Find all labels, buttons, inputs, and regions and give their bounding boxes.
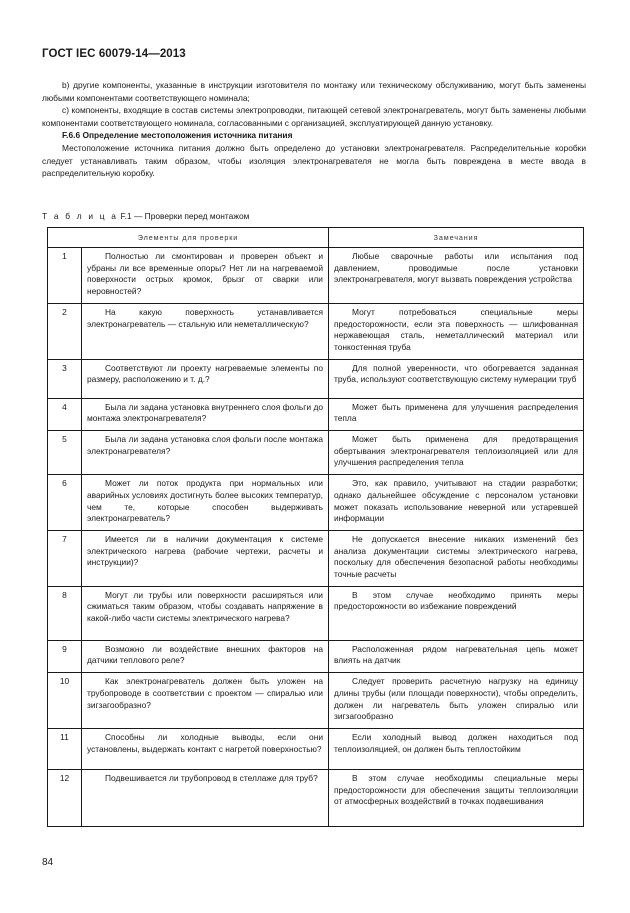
row-check: На какую поверхность устанавливается электронагреватель — стальную или неметаллическую? — [82, 303, 329, 359]
row-check: Соответствуют ли проекту нагреваемые элементы по размеру, расположению и т. д.? — [82, 359, 329, 398]
table-header-row — [48, 228, 584, 248]
row-number: 7 — [48, 530, 82, 586]
table-row — [48, 303, 584, 359]
table-row — [48, 673, 584, 729]
row-number: 12 — [48, 769, 82, 826]
row-number: 2 — [48, 303, 82, 359]
row-remark: Расположенная рядом нагревательная цепь может влиять на датчик — [329, 640, 584, 672]
row-number: 9 — [48, 640, 82, 672]
row-remark: Могут потребоваться специальные меры предосторожности, если эта поверхность — шлифованная нержавеющая сталь, неметаллический материал или тонкостенная труба — [329, 303, 584, 359]
row-remark: Для полной уверенности, что обогревается заданная труба, используют соответствующую систему нумерации труб — [329, 359, 584, 398]
table-row — [48, 398, 584, 430]
row-remark: Может быть применена для улучшения распределения тепла — [329, 398, 584, 430]
table-row — [48, 475, 584, 531]
paragraph-c: c) компоненты, входящие в состав системы электропроводки, питающей сетевой электронагреватель, могут быть заменены любыми компонентами соответствующего номинала, согласованными с организацией, эксплуатирующей данную установку. — [42, 105, 586, 128]
row-number: 8 — [48, 586, 82, 640]
row-number: 1 — [48, 248, 82, 304]
section-text: Местоположение источника питания должно быть определено до установки электронагревателя. Распределительные коробки следует устанавливать таким образом, чтобы изоляция электронагревателя не могла быть повреждена в месте ввода в распределительную коробку. — [42, 142, 586, 179]
table-row — [48, 728, 584, 769]
table-caption-text: F.1 — Проверки перед монтажом — [120, 211, 250, 221]
paragraph-b: b) другие компоненты, указанные в инструкции изготовителя по монтажу или техническому обслуживанию, могут быть заменены любыми компонентами соответствующего номинала; — [42, 80, 586, 103]
row-remark: Может быть применена для предотвращения обертывания электронагревателя теплоизоляцией или для улучшения распределения тепла — [329, 431, 584, 475]
checks-table — [47, 227, 584, 827]
row-check: Возможно ли воздействие внешних факторов на датчики теплового реле? — [82, 640, 329, 672]
row-check: Может ли поток продукта при нормальных или аварийных условиях достигнуть более высоких температур, чем те, которые способен выдерживать электронагреватель? — [82, 475, 329, 531]
section-heading: F.6.6 Определение местоположения источника питания — [62, 130, 293, 141]
row-check: Была ли задана установка внутреннего слоя фольги до монтажа электронагревателя? — [82, 398, 329, 430]
row-remark: Не допускается внесение никаких изменений без анализа документации системы электрического нагрева, поскольку для обеспечения безопасной работы необходимы точные расчеты — [329, 530, 584, 586]
row-check: Имеется ли в наличии документация к системе электрического нагрева (рабочие чертежи, расчеты и инструкции)? — [82, 530, 329, 586]
row-check: Как электронагреватель должен быть уложен на трубопроводе в соответствии с проектом — спиралью или зигзагообразно? — [82, 673, 329, 729]
row-remark: В этом случае необходимы специальные меры предосторожности для обеспечения защиты теплоизоляции от атмосферных воздействий в точках подвешивания — [329, 769, 584, 826]
table-row — [48, 359, 584, 398]
header-elements: Элементы для проверки — [48, 228, 329, 248]
row-number: 11 — [48, 728, 82, 769]
table-row — [48, 586, 584, 640]
table-caption — [42, 211, 249, 221]
table-row — [48, 431, 584, 475]
row-remark: Следует проверить расчетную нагрузку на единицу длины трубы (или площади поверхности), чтобы определить, должен ли нагреватель быть уложен спиралью или зигзагообразно — [329, 673, 584, 729]
row-number: 4 — [48, 398, 82, 430]
row-number: 6 — [48, 475, 82, 531]
row-check: Подвешивается ли трубопровод в стеллаже для труб? — [82, 769, 329, 826]
row-remark: В этом случае необходимо принять меры предосторожности во избежание повреждений — [329, 586, 584, 640]
row-check: Была ли задана установка слоя фольги после монтажа электронагревателя? — [82, 431, 329, 475]
row-remark: Это, как правило, учитывают на стадии разработки; однако дальнейшее обсуждение с персоналом установки может показать использование неверной или устаревшей информации — [329, 475, 584, 531]
document-header: ГОСТ IEC 60079-14—2013 — [42, 48, 186, 60]
table-row — [48, 248, 584, 304]
row-check: Способны ли холодные выводы, если они установлены, выдержать контакт с нагретой поверхностью? — [82, 728, 329, 769]
table-row — [48, 640, 584, 672]
row-check: Могут ли трубы или поверхности расширяться или сжиматься таким образом, чтобы создавать напряжение в какой-либо части системы электрического нагрева? — [82, 586, 329, 640]
row-check: Полностью ли смонтирован и проверен объект и убраны ли все временные опоры? Нет ли на нагреваемой поверхности острых кромок, брызг от сварки или неровностей? — [82, 248, 329, 304]
body-text — [42, 79, 586, 180]
table-row — [48, 769, 584, 826]
table-caption-prefix: Т а б л и ц а — [42, 211, 119, 221]
row-number: 5 — [48, 431, 82, 475]
row-number: 10 — [48, 673, 82, 729]
row-remark: Если холодный вывод должен находиться под теплоизоляцией, он должен быть теплостойким — [329, 728, 584, 769]
table-row — [48, 530, 584, 586]
header-remarks: Замечания — [329, 228, 584, 248]
page-number: 84 — [42, 857, 54, 868]
row-number: 3 — [48, 359, 82, 398]
row-remark: Любые сварочные работы или испытания под давлением, проводимые после установки электронагревателя, могут вызвать повреждения устройства — [329, 248, 584, 304]
